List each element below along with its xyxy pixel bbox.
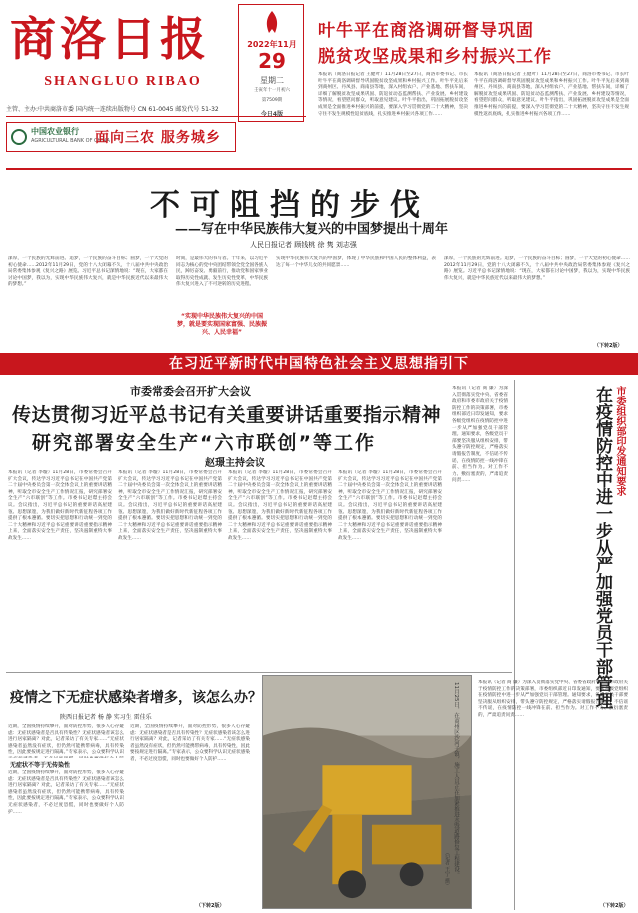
emblem-icon — [259, 9, 285, 35]
bank-advert — [6, 122, 236, 152]
epidemic-continued: （下转2版） — [196, 903, 225, 909]
section-divider-top — [6, 168, 632, 170]
top-story-body-col1: 本报讯（商洛日报记者 王健叶）11月28日至27日，商洛市委书记、市长叶牛平在商洛调研督导巩固脱贫攻坚成果和乡村振兴工作。叶牛平先后来到商州区、丹凤县、商南县等地，深入村组农户、产业基地、帮扶车间，详细了解脱贫攻坚成果巩固、防返贫动态监测帮扶、产业发展、乡村建设等情况，看望慰问群众，听取意见建议。叶牛平指出，巩固拓展脱贫攻坚成果是全面推进乡村振兴的前提，要深入学习贯彻党的二十大精神，坚决守住不发生规模性返贫底线，扎实推进乡村振兴各项工作…… — [318, 72, 468, 117]
meeting-kicker: 市委常委会召开扩大会议 — [130, 385, 251, 398]
epidemic-body-col2: 近期，全国疫情持续攀升，面对防控形势，很多人心存疑虑：无症状感染者是否具有传染性？无症状感染者该怎么进行居家隔离？对此，记者采访了有关专家……“无症状感染者虽然没有症状，但仍然可能携带病毒，具有传染性，因此要按规定进行隔离。”专家表示，公众要科学认识无症状感染者，不必过度恐慌，同时也要做好个人防护…… — [130, 724, 250, 762]
meeting-body-col3: 本报讯（记者 李璇）11月28日，市委常委会召开扩大会议，传达学习习近平总书记在中国共产党第二十届中央委员会第一次全体会议上的重要讲话精神，听取全市安全生产工作情况汇报，研究部署安全生产“六市联创”等工作。市委书记赵璟主持会议。会议指出，习近平总书记的重要讲话高屋建瓴、思想深邃，为我们做好新时代新征程各项工作提供了根本遵循。要切实把思想和行动统一到党的二十大精神和习近平总书记重要讲话重要指示精神上来，全面落实安全生产责任，坚决遏制重特大事故发生…… — [228, 470, 332, 541]
ideology-banner: 在习近平新时代中国特色社会主义思想指引下 — [0, 353, 638, 375]
meeting-headline-1: 传达贯彻习近平总书记有关重要讲话重要指示精神 — [12, 404, 442, 426]
masthead-pinyin: SHANGLUO RIBAO — [44, 74, 202, 89]
right-continued: （下转2版） — [600, 903, 629, 909]
date-day: 29 — [258, 49, 286, 73]
bank-slogan: 面向三农 服务城乡 — [95, 130, 221, 146]
top-story-headline-1: 叶牛平在商洛调研督导巩固 — [318, 21, 534, 41]
date-pages: 今日4版 — [260, 111, 284, 118]
bank-logo-icon — [11, 129, 27, 145]
lead-continued: （下转2版） — [594, 343, 623, 349]
lead-body-col3: 实现中华民族伟大复兴的中国梦，体现了中华民族和中国人民的整体利益，表达了每一个中华儿女的共同愿景…… — [276, 256, 436, 268]
meeting-body-col1: 本报讯（记者 李璇）11月28日，市委常委会召开扩大会议，传达学习习近平总书记在中国共产党第二十届中央委员会第一次全体会议上的重要讲话精神，听取全市安全生产工作情况汇报，研究部署安全生产“六市联创”等工作。市委书记赵璟主持会议。会议指出，习近平总书记的重要讲话高屋建瓴、思想深邃，为我们做好新时代新征程各项工作提供了根本遵循。要切实把思想和行动统一到党的二十大精神和习近平总书记重要讲话重要指示精神上来，全面落实安全生产责任，坚决遏制重特大事故发生…… — [8, 470, 112, 541]
section-divider-bottom — [6, 672, 512, 673]
epidemic-headline: 疫情之下无症状感染者增多，该怎么办？ — [10, 690, 262, 706]
photo-credit: （记者 王宁 摄） — [444, 850, 450, 889]
bank-subtitle: AGRICULTURAL BANK OF CHINA — [31, 138, 110, 144]
right-body-top: 本报讯（记者 商 廉）为深入贯彻落实党中央、省委省政府和市委市政府关于疫情防控工作的决策部署，市委组织部近日印发通知，要求各级党组织在疫情防控中进一步从严加强党员干部管理。通知要求，各级党员干部要坚决服从组织安排，带头遵守防控规定，严格落实请假报告制度，不信谣不传谣，在疫情防控一线冲锋在前、担当作为。对工作不力、敷衍塞责的，严肃追责问责…… — [452, 386, 508, 484]
epidemic-body-intro: 近期，全国疫情持续攀升，面对防控形势，很多人心存疑虑：无症状感染者是否具有传染性？无症状感染者该怎么进行居家隔离？对此，记者采访了有关专家……“无症状感染者虽然没有症状，但仍然可能携带病毒，具有传染性，因此要按规定进行隔离。”专家表示，公众要科学认识 — [8, 724, 124, 756]
lead-pull-quote: “实现中华民族伟大复兴的中国梦，就是要实现国家富强、民族振兴、人民幸福” — [176, 313, 267, 336]
lead-body-col1: 深厚，一个民族的光辉前进。追梦，一个民族的奋斗目标；圆梦，一个大党的初心使命……2012年11月29日，党的十八大闭幕不久，十八届中共中央政治局常委集体参观《复兴之路》展览。习近平总书记深情地说：“现在，大家都在讨论中国梦，我以为，实现中华民族伟大复兴，就是中华民族近代以来最伟大的梦想。” — [8, 256, 168, 288]
epidemic-body-col1: 近期，全国疫情持续攀升，面对防控形势，很多人心存疑虑：无症状感染者是否具有传染性？无症状感染者该怎么进行居家隔离？对此，记者采访了有关专家……“无症状感染者虽然没有症状，但仍然可能携带病毒，具有传染性，因此要按规定进行隔离。”专家表示，公众要科学认识无症状感染者，不必过度恐慌，同时也要做好个人防护…… — [8, 770, 124, 815]
top-story-headline-2: 脱贫攻坚成果和乡村振兴工作 — [318, 47, 552, 67]
date-issue: 第7509期 — [261, 98, 283, 103]
date-box — [238, 4, 304, 122]
meeting-body-col2: 本报讯（记者 李璇）11月28日，市委常委会召开扩大会议，传达学习习近平总书记在中国共产党第二十届中央委员会第一次全体会议上的重要讲话精神，听取全市安全生产工作情况汇报，研究部署安全生产“六市联创”等工作。市委书记赵璟主持会议。会议指出，习近平总书记的重要讲话高屋建瓴、思想深邃，为我们做好新时代新征程各项工作提供了根本遵循。要切实把思想和行动统一到党的二十大精神和习近平总书记重要讲话重要指示精神上来，全面落实安全生产责任，坚决遏制重特大事故发生…… — [118, 470, 222, 541]
date-lunar: 壬寅年十一月初六 — [254, 88, 290, 93]
top-story-body-col2: 本报讯（商洛日报记者 王健叶）11月28日至27日，商洛市委书记、市长叶牛平在商洛调研督导巩固脱贫攻坚成果和乡村振兴工作。叶牛平先后来到商州区、丹凤县、商南县等地，深入村组农户、产业基地、帮扶车间，详细了解脱贫攻坚成果巩固、防返贫动态监测帮扶、产业发展、乡村建设等情况，看望慰问群众，听取意见建议。叶牛平指出，巩固拓展脱贫攻坚成果是全面推进乡村振兴的前提，要深入学习贯彻党的二十大精神，坚决守住不发生规模性返贫底线，扎实推进乡村振兴各项工作…… — [474, 72, 629, 117]
epidemic-subtitle: 无症状不等于无传染性 — [10, 762, 71, 769]
right-headline: 在疫情防控中进一步从严加强党员干部管理 — [592, 386, 612, 709]
lead-headline: 不可阻挡的步伐 — [150, 188, 430, 223]
meeting-body-col4: 本报讯（记者 李璇）11月28日，市委常委会召开扩大会议，传达学习习近平总书记在中国共产党第二十届中央委员会第一次全体会议上的重要讲话精神，听取全市安全生产工作情况汇报，研究部署安全生产“六市联创”等工作。市委书记赵璟主持会议。会议指出，习近平总书记的重要讲话高屋建瓴、思想深邃，为我们做好新时代新征程各项工作提供了根本遵循。要切实把思想和行动统一到党的二十大精神和习近平总书记重要讲话重要指示精神上来，全面落实安全生产责任，坚决遏制重特大事故发生…… — [338, 470, 442, 541]
epidemic-byline: 陕西日报记者 杨 静 实习生 雷佳乐 — [60, 714, 152, 721]
masthead-info: 主管、主办:中共商洛市委 国内统一连续出版物号 CN 61-0045 邮发代号 51-32 — [6, 106, 219, 113]
photo-caption: 11月25日，在商州区沙河子镇，施工人员正在加紧推进水毁道路修复工程建设。 — [453, 682, 459, 878]
meeting-headline-2: 研究部署安全生产“六市联创”等工作 — [32, 432, 376, 454]
lead-subhead: ——写在中华民族伟大复兴的中国梦提出十周年 — [175, 222, 449, 237]
right-kicker: 市委组织部印发通知要求 — [614, 386, 625, 496]
meeting-headline-3: 赵璟主持会议 — [205, 458, 265, 469]
date-weekday: 星期二 — [260, 76, 284, 85]
lead-byline: 人民日报记者 顾钱桃 徐 隽 刘志强 — [250, 241, 357, 249]
masthead-title: 商洛日报 — [10, 12, 210, 66]
bank-name: 中国农业银行 — [31, 127, 79, 136]
news-photo — [262, 675, 472, 909]
lead-body-col2: 时间，是最伟大的书写者。十年来，以习近平同志为核心的党中央团结带领全党全国各族人民，踔厉奋发、勇毅前行，推动党和国家事业取得历史性成就、发生历史性变革，中华民族伟大复兴进入了不可逆转的历史进程。 — [176, 256, 268, 288]
date-year-month: 2022年11月 — [247, 40, 297, 49]
right-body-bottom: 本报讯（记者 商 廉）为深入贯彻落实党中央、省委省政府和市委市政府关于疫情防控工作的决策部署，市委组织部近日印发通知，要求各级党组织在疫情防控中进一步从严加强党员干部管理。通知要求，各级党员干部要坚决服从组织安排，带头遵守防控规定，严格落实请假报告制度，不信谣不传谣，在疫情防控一线冲锋在前、担当作为。对工作不力、敷衍塞责的，严肃追责问责…… — [478, 680, 628, 718]
lead-body-col4: 深厚，一个民族的光辉前进。追梦，一个民族的奋斗目标；圆梦，一个大党的初心使命……2012年11月29日，党的十八大闭幕不久，十八届中共中央政治局常委集体参观《复兴之路》展览。习近平总书记深情地说：“现在，大家都在讨论中国梦，我以为，实现中华民族伟大复兴，就是中华民族近代以来最伟大的梦想。” — [444, 256, 630, 281]
